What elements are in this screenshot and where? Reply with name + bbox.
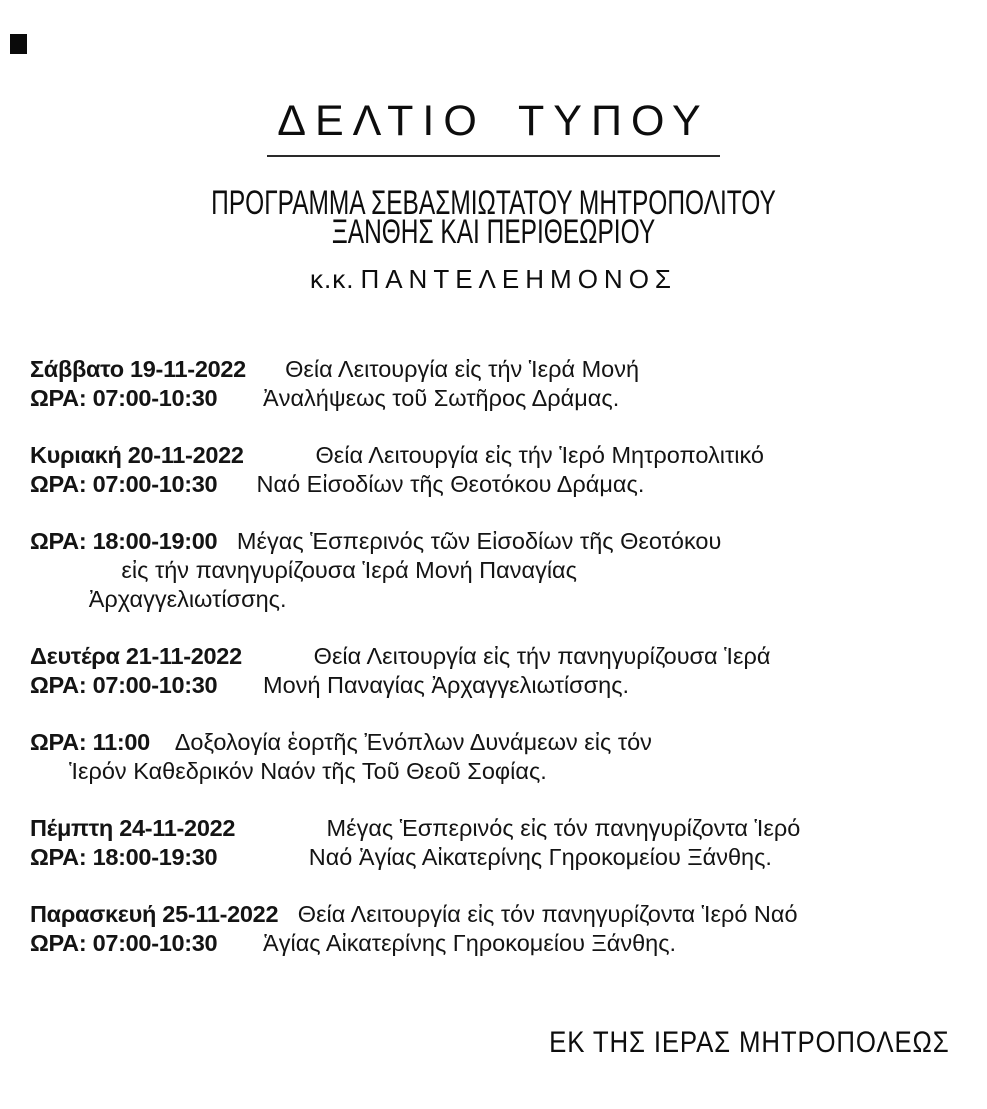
schedule-block bbox=[30, 527, 987, 614]
schedule-line bbox=[30, 384, 987, 413]
schedule-line-label: ΩΡΑ: 07:00-10:30 bbox=[30, 385, 218, 411]
title-wrap bbox=[0, 0, 987, 157]
corner-mark bbox=[10, 34, 27, 54]
addressee bbox=[0, 264, 987, 295]
schedule-line bbox=[30, 728, 987, 757]
schedule-line bbox=[30, 671, 987, 700]
schedule-block bbox=[30, 355, 987, 413]
schedule-line bbox=[30, 470, 987, 499]
schedule-block bbox=[30, 900, 987, 958]
schedule-line-text: εἰς τήν πανηγυρίζουσα Ἱερά Μονή Παναγίας bbox=[30, 557, 577, 583]
schedule-line-text: Ἁγίας Αἰκατερίνης Γηροκομείου Ξάνθης. bbox=[217, 930, 677, 956]
schedule-line-text: Μέγας Ἑσπερινός εἰς τόν πανηγυρίζοντα Ἱερό bbox=[235, 815, 801, 841]
subtitle bbox=[0, 184, 987, 251]
schedule-line-label: ΩΡΑ: 07:00-10:30 bbox=[30, 930, 218, 956]
schedule bbox=[0, 355, 987, 958]
schedule-line-text: Θεία Λειτουργία εἰς τήν Ἱερό Μητροπολιτικό bbox=[243, 442, 764, 468]
schedule-line-text: Ναό Ἁγίας Αἰκατερίνης Γηροκομείου Ξάνθης. bbox=[217, 844, 772, 870]
addressee-name: ΠΑΝΤΕΛΕΗΜΟΝΟΣ bbox=[360, 264, 677, 294]
schedule-line-text: Ἱερόν Καθεδρικόν Ναόν τῆς Τοῦ Θεοῦ Σοφίας. bbox=[30, 758, 547, 784]
schedule-line-text: Θεία Λειτουργία εἰς τήν Ἱερά Μονή bbox=[245, 356, 640, 382]
subtitle-line-1: ΠΡΟΓΡΑΜΜΑ ΣΕΒΑΣΜΙΩΤΑΤΟΥ ΜΗΤΡΟΠΟΛΙΤΟΥ bbox=[211, 184, 776, 222]
schedule-line-text: Μέγας Ἑσπερινός τῶν Εἰσοδίων τῆς Θεοτόκου bbox=[217, 528, 722, 554]
schedule-block bbox=[30, 728, 987, 786]
schedule-line-label: Πέμπτη 24-11-2022 bbox=[30, 815, 236, 841]
schedule-line-label: Κυριακή 20-11-2022 bbox=[30, 442, 244, 468]
schedule-line bbox=[30, 642, 987, 671]
subtitle-line-2: ΞΑΝΘΗΣ ΚΑΙ ΠΕΡΙΘΕΩΡΙΟΥ bbox=[331, 213, 656, 251]
schedule-line-label: ΩΡΑ: 18:00-19:00 bbox=[30, 528, 218, 554]
schedule-line bbox=[30, 527, 987, 556]
schedule-line-text: Ἀναλήψεως τοῦ Σωτῆρος Δράμας. bbox=[217, 385, 620, 411]
schedule-line-text: Θεία Λειτουργία εἰς τόν πανηγυρίζοντα Ἱερό Ναό bbox=[278, 901, 798, 927]
schedule-line-label: Σάββατο 19-11-2022 bbox=[30, 356, 246, 382]
page-title: ΔΕΛΤΙΟ ΤΥΠΟΥ bbox=[267, 97, 720, 157]
schedule-line-text: Μονή Παναγίας Ἀρχαγγελιωτίσσης. bbox=[217, 672, 630, 698]
schedule-line bbox=[30, 757, 987, 786]
schedule-line-label: Παρασκευή 25-11-2022 bbox=[30, 901, 279, 927]
schedule-line-label: ΩΡΑ: 07:00-10:30 bbox=[30, 672, 218, 698]
schedule-line bbox=[30, 900, 987, 929]
schedule-line-text: Ναό Εἰσοδίων τῆς Θεοτόκου Δράμας. bbox=[217, 471, 645, 497]
schedule-line-label: Δευτέρα 21-11-2022 bbox=[30, 643, 242, 669]
schedule-block bbox=[30, 814, 987, 872]
schedule-block bbox=[30, 441, 987, 499]
schedule-line bbox=[30, 355, 987, 384]
schedule-line bbox=[30, 814, 987, 843]
schedule-line-label: ΩΡΑ: 11:00 bbox=[30, 729, 150, 755]
schedule-line bbox=[30, 441, 987, 470]
schedule-line bbox=[30, 585, 987, 614]
schedule-line-text: Δοξολογία ἑορτῆς Ἐνόπλων Δυνάμεων εἰς τόν bbox=[149, 729, 652, 755]
schedule-line bbox=[30, 556, 987, 585]
footer bbox=[0, 1026, 987, 1060]
schedule-line-text: Θεία Λειτουργία εἰς τήν πανηγυρίζουσα Ἱερά bbox=[241, 643, 771, 669]
schedule-line-text: Ἀρχαγγελιωτίσσης. bbox=[30, 586, 287, 612]
schedule-line-label: ΩΡΑ: 07:00-10:30 bbox=[30, 471, 218, 497]
schedule-block bbox=[30, 642, 987, 700]
schedule-line bbox=[30, 843, 987, 872]
addressee-prefix: κ.κ. bbox=[309, 264, 355, 294]
schedule-line-label: ΩΡΑ: 18:00-19:30 bbox=[30, 844, 218, 870]
footer-text: ΕΚ ΤΗΣ ΙΕΡΑΣ ΜΗΤΡΟΠΟΛΕΩΣ bbox=[549, 1026, 950, 1059]
schedule-line bbox=[30, 929, 987, 958]
